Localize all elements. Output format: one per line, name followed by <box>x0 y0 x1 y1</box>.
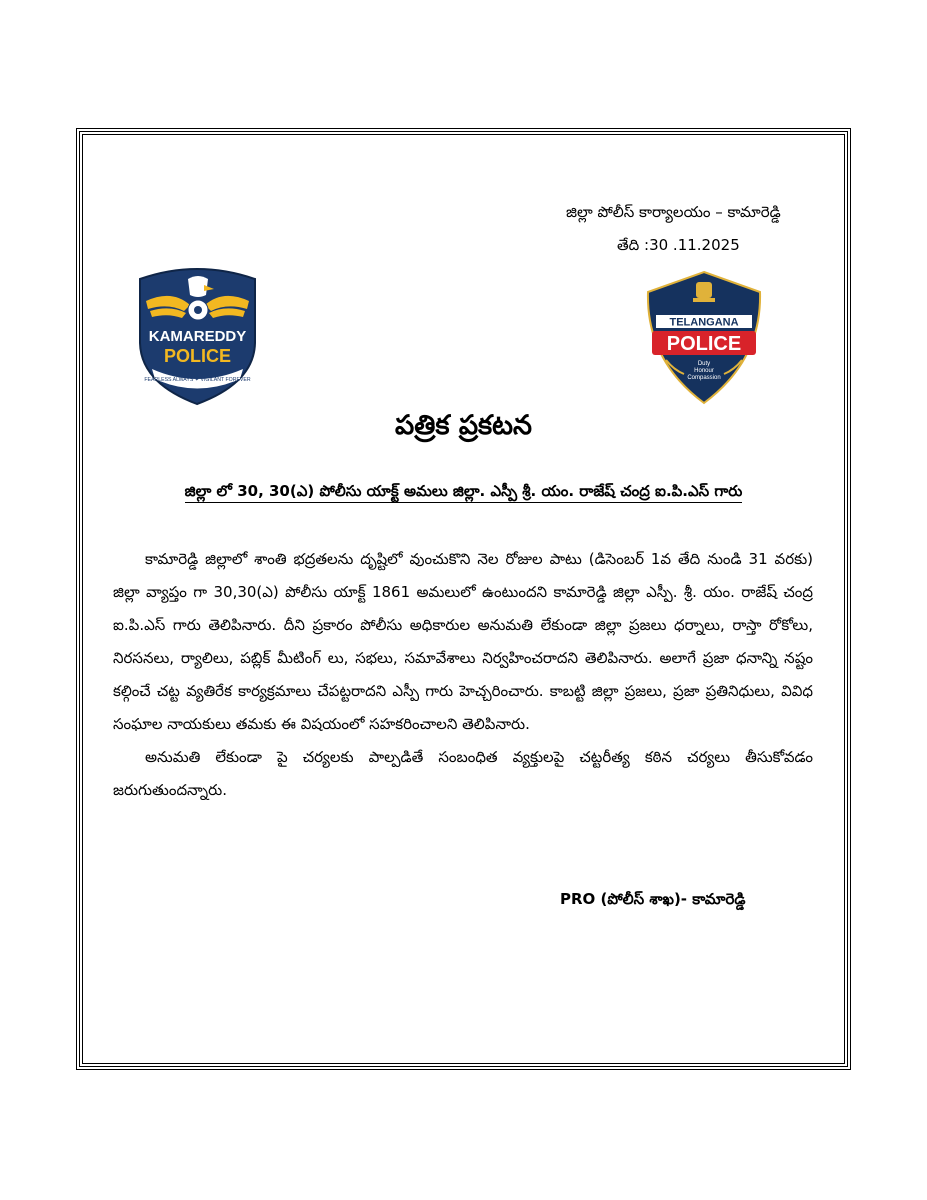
signature: PRO (పోలీస్ శాఖ)- కామారెడ్డి <box>560 890 746 908</box>
logo-left-line2: POLICE <box>163 346 232 366</box>
press-date: తేది :30 .11.2025 <box>617 236 740 254</box>
subject-text: జిల్లా లో 30, 30(ఎ) పోలీసు యాక్ట్ అమలు జిల్లా. ఎస్పీ శ్రీ. యం. రాజేష్ చంద్ర ఐ.పి.ఎస్ గారు <box>185 482 743 503</box>
logo-right-line2: POLICE <box>666 333 742 355</box>
logo-left-banner: FEARLESS ALWAYS ✦ VIGILANT FOREVER <box>144 377 251 383</box>
logo-left-line1: KAMAREDDY <box>148 328 247 345</box>
kamareddy-police-logo <box>132 265 263 406</box>
body-paragraph-2: అనుమతి లేకుండా పై చర్యలకు పాల్పడితే సంబంధిత వ్యక్తులపై చట్టరీత్య కఠిన చర్యలు తీసుకోవడం జరుగుతుందన్నారు. <box>113 748 813 799</box>
logo-right-motto-3: Compassion <box>687 375 721 381</box>
office-name: జిల్లా పోలీస్ కార్యాలయం – కామారెడ్డి <box>566 203 781 221</box>
press-body <box>113 543 813 807</box>
page-title: పత్రిక ప్రకటన <box>395 410 532 441</box>
telangana-police-logo <box>644 270 764 405</box>
logo-right-motto-2: Honour <box>694 368 714 374</box>
logo-right-line1: TELANGANA <box>669 316 739 329</box>
state-emblem-icon <box>693 282 715 302</box>
body-paragraph-1: కామారెడ్డి జిల్లాలో శాంతి భద్రతలను దృష్టిలో వుంచుకొని నెల రోజుల పాటు (డిసెంబర్ 1వ తేది నుండి 31 వరకు) జిల్లా వ్యాప్తం గా 30,30(ఎ) పోలీసు యాక్ట్ 1861 అమలులో ఉంటుందని కామారెడ్డి జిల్లా ఎస్పీ. శ్రీ. యం. రాజేష్ చంద్ర ఐ.పి.ఎస్ గారు తెలిపినారు. దీని ప్రకారం పోలీసు అధికారుల అనుమతి లేకుండా జిల్లా ప్రజలు ధర్నాలు, రాస్తా రోకోలు, నిరసనలు, ర్యాలిలు, పబ్లిక్ మీటింగ్ లు, సభలు, సమావేశాలు నిర్వహించరాదని తెలిపినారు. అలాగే ప్రజా ధనాన్ని నష్టం కల్గించే చట్ట వ్యతిరేక కార్యక్రమాలు చేపట్టరాదని ఎస్పీ గారు హెచ్చరించారు. కాబట్టి జిల్లా ప్రజలు, ప్రజా ప్రతినిధులు, వివిధ సంఘాల నాయకులు తమకు ఈ విషయంలో సహకరించాలని తెలిపినారు. <box>113 550 813 733</box>
logo-right-motto-1: Duty <box>697 361 711 367</box>
press-subject <box>0 482 927 504</box>
